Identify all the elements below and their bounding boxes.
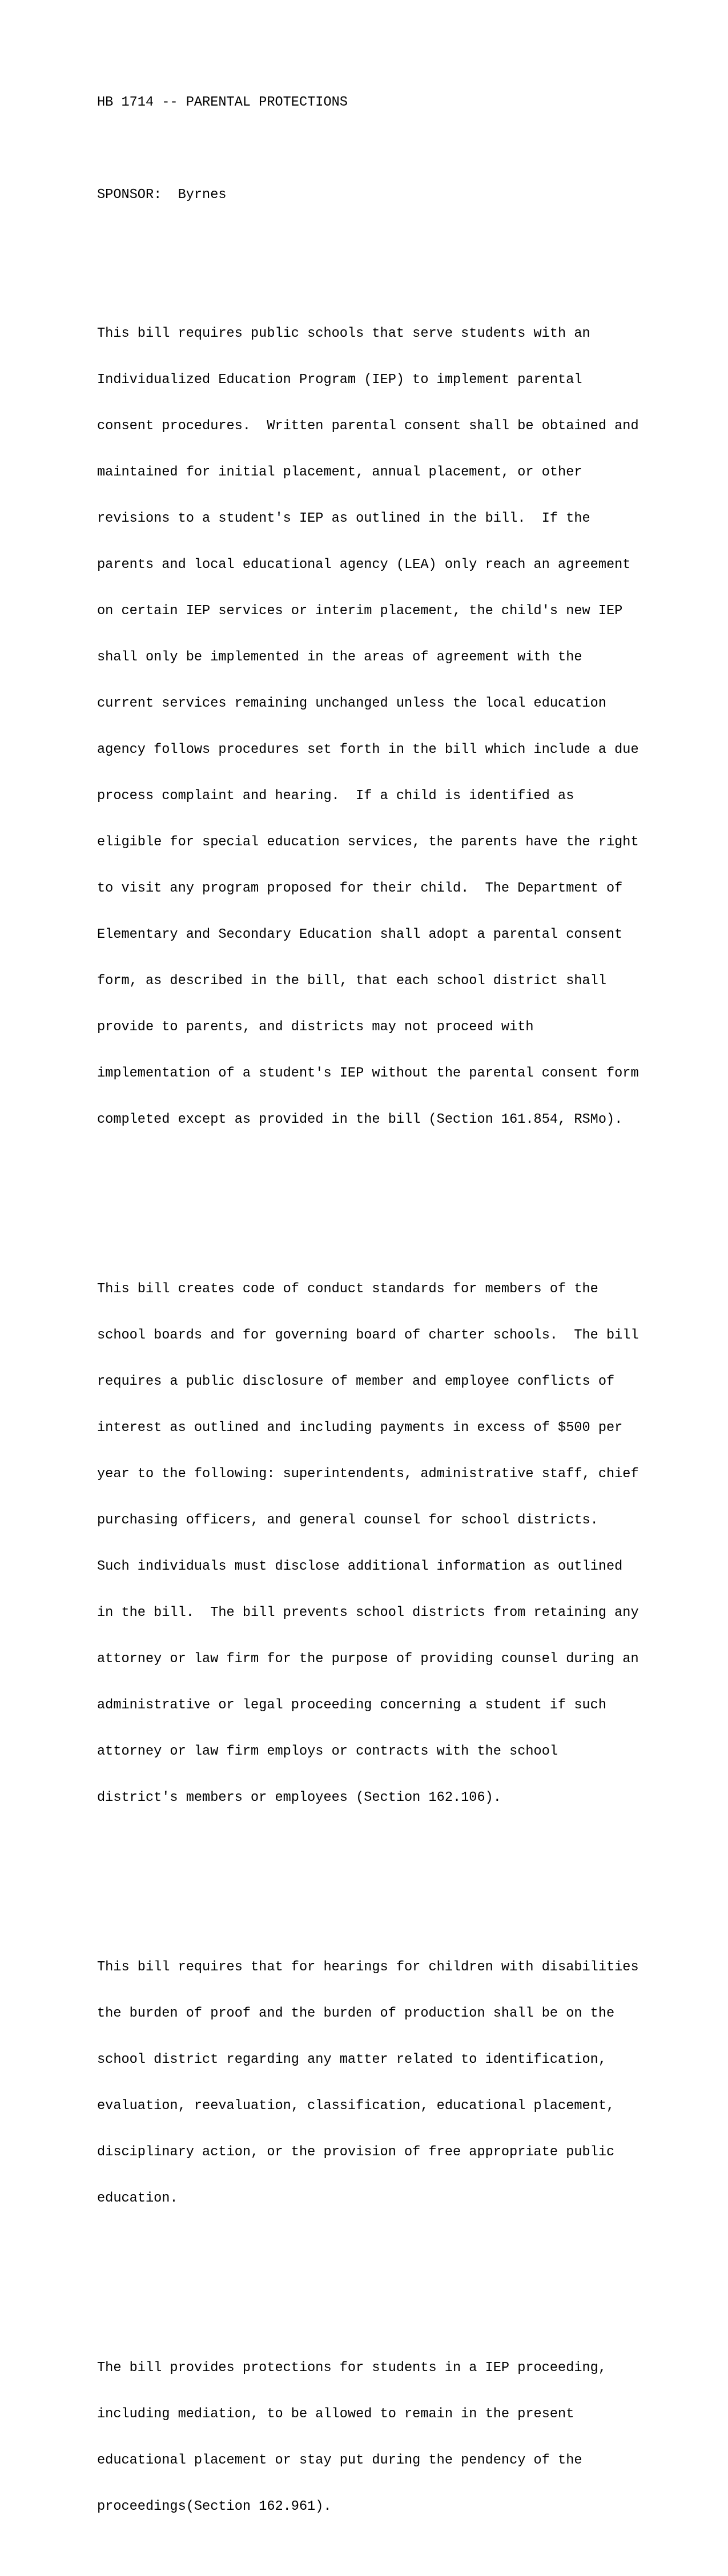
text-line: school boards and for governing board of charter schools. The bill [97, 1328, 639, 1343]
text-line: current services remaining unchanged unless the local education [97, 696, 606, 711]
text-line: interest as outlined and including payments in excess of $500 per [97, 1420, 623, 1436]
text-line: educational placement or stay put during the pendency of the [97, 2453, 582, 2468]
text-line: requires a public disclosure of member and employee conflicts of [97, 1374, 615, 1389]
paragraph-stay-put [97, 2329, 639, 2545]
text-line: Such individuals must disclose additional information as outlined [97, 1559, 623, 1574]
text-line: including mediation, to be allowed to remain in the present [97, 2406, 574, 2422]
text-line: The bill provides protections for students in a IEP proceeding, [97, 2360, 606, 2376]
text-line: district's members or employees (Section 162.106). [97, 1790, 501, 1805]
paragraph-code-of-conduct [97, 1251, 639, 1836]
text-line: education. [97, 2191, 178, 2206]
text-line: Elementary and Secondary Education shall adopt a parental consent [97, 927, 623, 942]
text-line: process complaint and hearing. If a child is identified as [97, 788, 574, 804]
text-line: shall only be implemented in the areas of agreement with the [97, 650, 582, 665]
paragraph-burden-of-proof [97, 1929, 639, 2237]
paragraph-iep-consent [97, 295, 639, 1158]
bill-summary-text [97, 64, 639, 2576]
text-line: parents and local educational agency (LEA) only reach an agreement [97, 557, 631, 573]
text-line: eligible for special education services, the parents have the right [97, 835, 639, 850]
spacer [97, 233, 639, 249]
text-line: to visit any program proposed for their child. The Department of [97, 881, 623, 896]
text-line: attorney or law firm for the purpose of providing counsel during an [97, 1651, 639, 1667]
text-line: on certain IEP services or interim placement, the child's new IEP [97, 603, 623, 619]
text-line: administrative or legal proceeding concerning a student if such [97, 1698, 606, 1713]
text-line: consent procedures. Written parental consent shall be obtained and [97, 418, 639, 434]
spacer [97, 1867, 639, 1882]
text-line: evaluation, reevaluation, classification, educational placement, [97, 2098, 615, 2114]
text-line: proceedings(Section 162.961). [97, 2499, 332, 2514]
text-line: This bill creates code of conduct standards for members of the [97, 1281, 598, 1297]
text-line: implementation of a student's IEP without the parental consent form [97, 1066, 639, 1081]
text-line: This bill requires public schools that serve students with an [97, 326, 590, 341]
page-title: HB 1714 -- PARENTAL PROTECTIONS [97, 95, 348, 110]
text-line: year to the following: superintendents, administrative staff, chief [97, 1466, 639, 1482]
text-line: provide to parents, and districts may not proceed with [97, 1019, 534, 1035]
spacer [97, 141, 639, 156]
text-line: completed except as provided in the bill (Section 161.854, RSMo). [97, 1112, 623, 1127]
text-line: purchasing officers, and general counsel for school districts. [97, 1513, 598, 1528]
text-line: disciplinary action, or the provision of free appropriate public [97, 2144, 615, 2160]
text-line: school district regarding any matter related to identification, [97, 2052, 606, 2067]
text-line: in the bill. The bill prevents school districts from retaining any [97, 1605, 639, 1620]
spacer [97, 2268, 639, 2283]
sponsor-line: SPONSOR: Byrnes [97, 187, 227, 203]
text-line: maintained for initial placement, annual placement, or other [97, 465, 582, 480]
text-line: This bill requires that for hearings for children with disabilities [97, 1960, 639, 1975]
text-line: revisions to a student's IEP as outlined in the bill. If the [97, 511, 590, 526]
spacer [97, 1189, 639, 1204]
text-line: Individualized Education Program (IEP) to implement parental [97, 372, 582, 388]
text-line: agency follows procedures set forth in the bill which include a due [97, 742, 639, 757]
text-line: form, as described in the bill, that each school district shall [97, 973, 606, 989]
text-line: attorney or law firm employs or contracts with the school [97, 1744, 558, 1759]
text-line: the burden of proof and the burden of production shall be on the [97, 2006, 615, 2021]
